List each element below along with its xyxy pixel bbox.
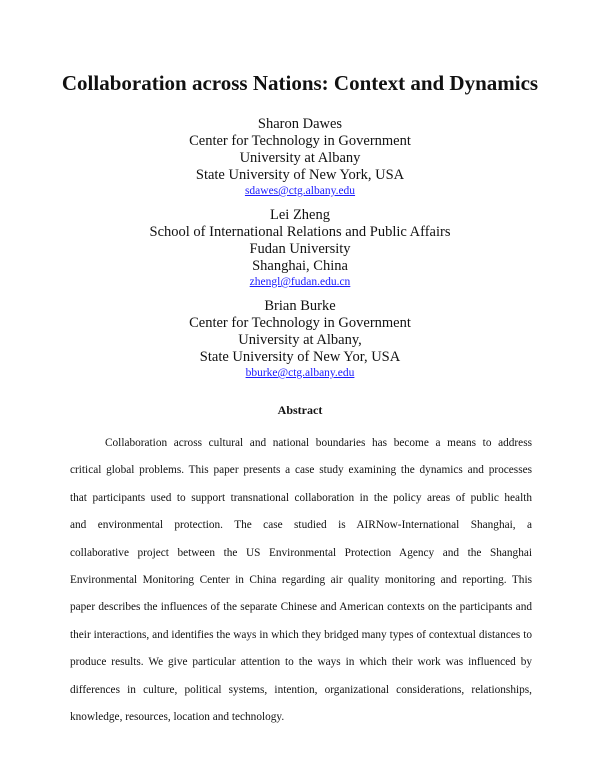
author-name: Lei Zheng	[270, 207, 330, 223]
paper-title: Collaboration across Nations: Context and Dynamics	[61, 71, 539, 95]
abstract-line: paper describes the influences of the separate Chinese and American contexts on the participants and	[70, 601, 532, 614]
author-affiliation: Fudan University	[249, 241, 351, 257]
abstract-line: Collaboration across cultural and national boundaries has become a means to address	[105, 437, 532, 449]
author-affiliation: State University of New Yor, USA	[199, 349, 401, 365]
author-name: Brian Burke	[264, 298, 336, 314]
abstract-line: produce results. We give particular attention to the ways in which their work was influenced by	[70, 656, 532, 669]
author-affiliation: University at Albany,	[238, 332, 362, 348]
abstract-line: their interactions, and identifies the ways in which they bridged many types of contextual distances to	[70, 628, 532, 641]
author-block-1	[0, 116, 600, 199]
author-affiliation: School of International Relations and Public Affairs	[149, 224, 451, 240]
abstract-line: collaborative project between the US Environmental Protection Agency and the Shanghai	[70, 546, 532, 559]
abstract-body	[70, 430, 532, 731]
abstract-heading: Abstract	[277, 403, 323, 417]
author-affiliation: University at Albany	[239, 150, 361, 166]
author-name: Sharon Dawes	[257, 116, 343, 132]
abstract-line: Environmental Monitoring Center in China regarding air quality monitoring and reporting. This	[70, 574, 532, 587]
author-email-link[interactable]: sdawes@ctg.albany.edu	[244, 185, 356, 197]
abstract-line: differences in culture, political systems, intention, organizational considerations, relationships,	[70, 683, 532, 696]
abstract-line: that participants used to support transnational collaboration in the policy areas of public health	[70, 491, 532, 504]
author-email-link[interactable]: bburke@ctg.albany.edu	[245, 367, 355, 379]
author-affiliation: Shanghai, China	[252, 258, 348, 274]
author-affiliation: Center for Technology in Government	[189, 133, 411, 149]
author-block-2	[0, 207, 600, 290]
author-affiliation: State University of New York, USA	[195, 167, 405, 183]
abstract-line: and environmental protection. The case studied is AIRNow-International Shanghai, a	[70, 519, 532, 532]
abstract-line: knowledge, resources, location and technology.	[70, 711, 285, 724]
author-affiliation: Center for Technology in Government	[189, 315, 411, 331]
abstract-line: critical global problems. This paper presents a case study examining the dynamics and processes	[70, 464, 532, 477]
author-email-link[interactable]: zhengl@fudan.edu.cn	[249, 276, 351, 288]
author-block-3	[0, 298, 600, 381]
